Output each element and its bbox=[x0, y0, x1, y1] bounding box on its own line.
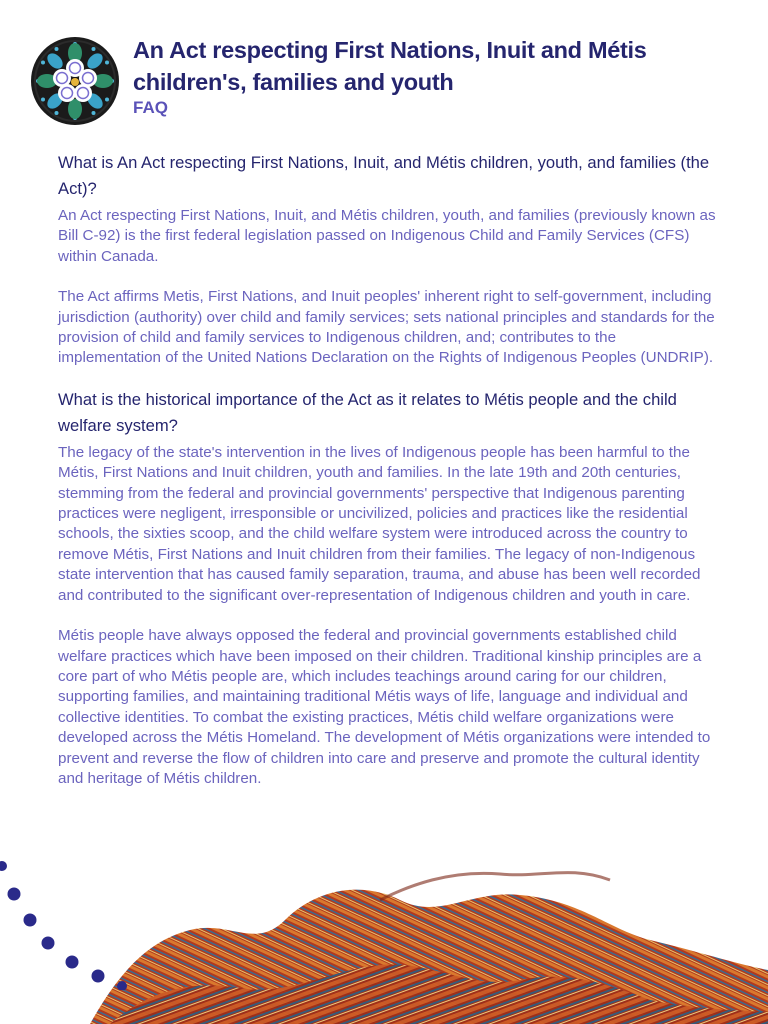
page-subtitle: FAQ bbox=[133, 98, 168, 117]
faq-answer-paragraph: The legacy of the state's intervention in the lives of Indigenous people has been harmful to the Métis, First Nations and Inuit children, youth and families. In the late 19th and 20th centuries, stemming from the federal and provincial governments' perspective that Indigenous parenting practices were negligent, irresponsible or uncivilized, policies and practices like the residential schools, the sixties scoop, and the child welfare system were introduced across the country to remove Métis, First Nations and Inuit children from their families. The legacy of non-Indigenous state intervention that has caused family separation, trauma, and abuse has been well recorded and contributed to the significant over-representation of Indigenous children and youth in care. bbox=[58, 443, 701, 604]
faq-question: What is the historical importance of the Act as it relates to Métis people and the child welfare system? bbox=[58, 389, 677, 435]
flower-medallion-icon bbox=[30, 36, 120, 126]
faq-content bbox=[58, 150, 718, 789]
faq-question: What is An Act respecting First Nations, Inuit, and Métis children, youth, and families (the Act)? bbox=[58, 153, 710, 198]
faq-section bbox=[58, 387, 718, 790]
faq-section bbox=[58, 150, 718, 369]
beaded-dots-icon bbox=[0, 840, 140, 990]
faq-answer-paragraph: Métis people have always opposed the federal and provincial governments established child welfare practices which have been imposed on their children. Traditional kinship principles are a core part of who Métis people are, which includes teachings around caring for our children, supporting families, and maintaining traditional Métis ways of life, language and individual and collective identities. To combat the existing practices, Métis child welfare organizations were developed across the Métis Homeland. The development of Métis organizations were intended to prevent and reverse the flow of children into care and preserve and promote the cultural identity and heritage of Métis children. bbox=[58, 627, 711, 787]
page-title: An Act respecting First Nations, Inuit and Métis children's, families and youth bbox=[133, 37, 647, 95]
faq-answer-paragraph: An Act respecting First Nations, Inuit, and Métis children, youth, and families (previously known as Bill C-92) is the first federal legislation passed on Indigenous Child and Family Services (CFS) within Canada. bbox=[58, 207, 716, 265]
faq-answer-paragraph: The Act affirms Metis, First Nations, and Inuit peoples' inherent right to self-government, including jurisdiction (authority) over child and family services; sets national principles and standards for the provision of child and family services to Indigenous children, and; contributes to the implementation of the United Nations Declaration on the Rights of Indigenous Peoples (UNDRIP). bbox=[58, 288, 715, 367]
